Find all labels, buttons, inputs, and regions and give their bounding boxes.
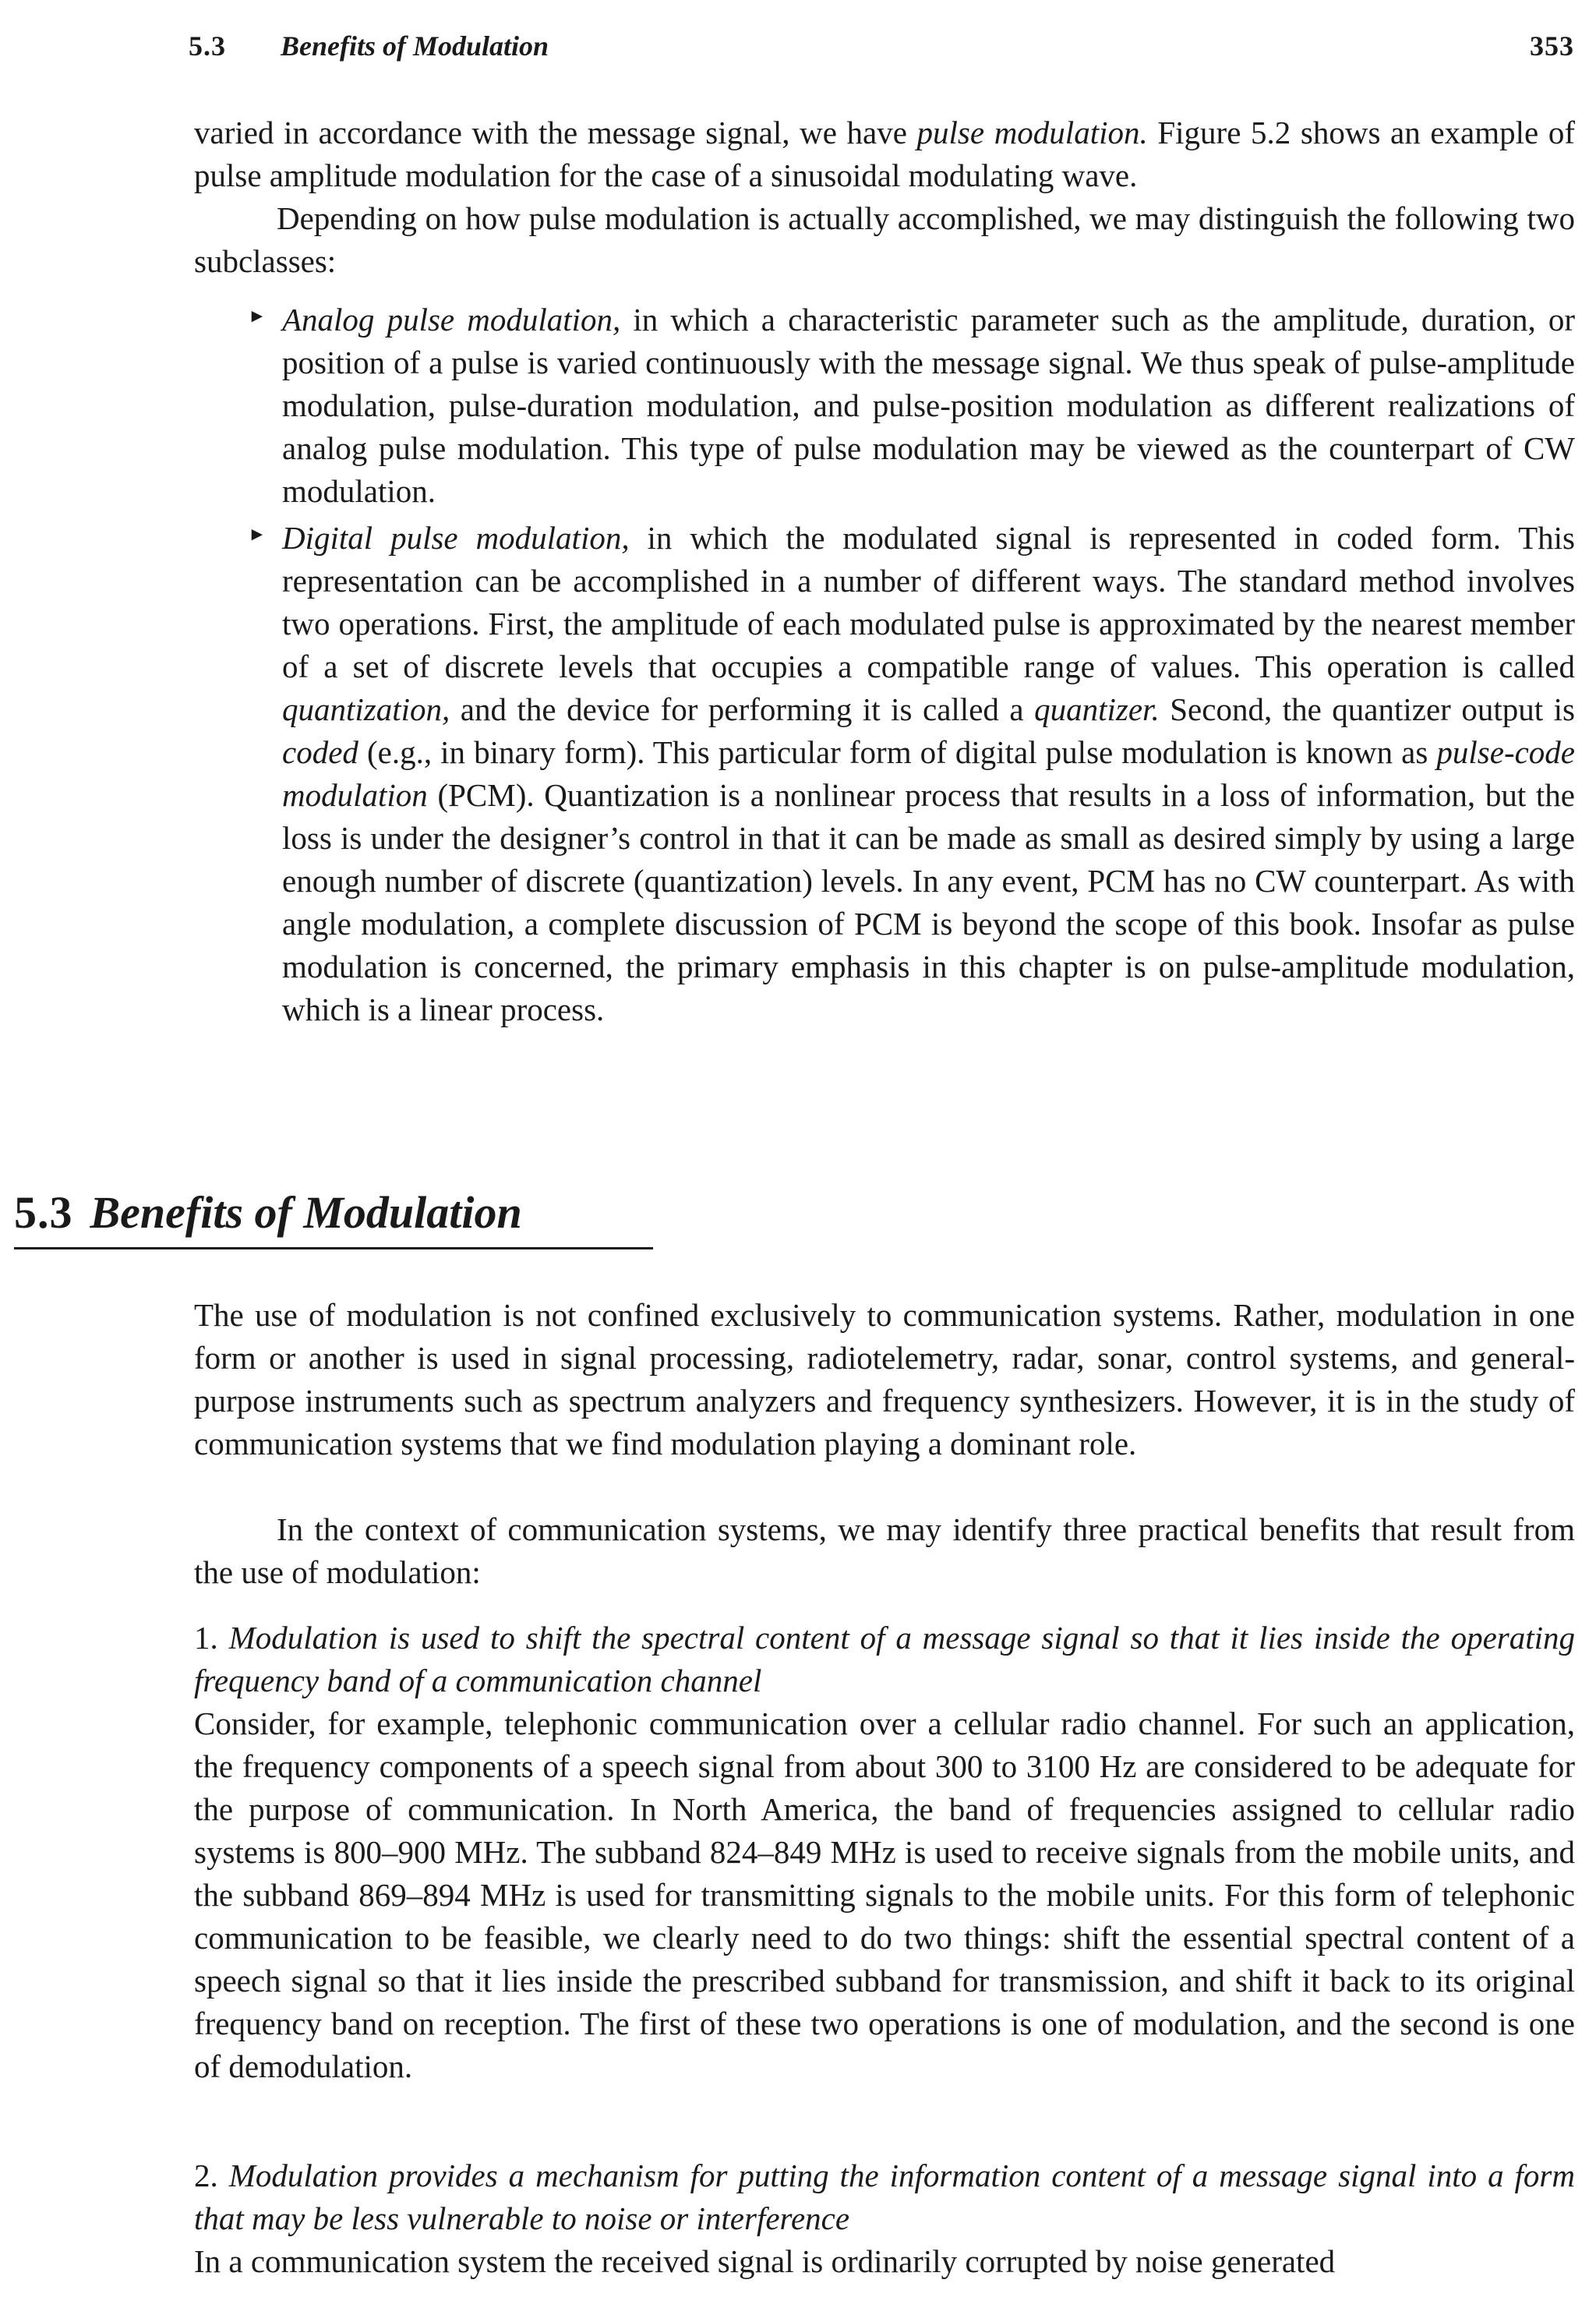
benefit-2-paragraph: In a communication system the received signal is ordinarily corrupted by noise generated [194, 2243, 1336, 2279]
benefit-2-title: Modulation provides a mechanism for putting the information content of a message signal into a form that may be less vulnerable to noise or interference [194, 2158, 1575, 2236]
bullet-emphasis: coded [282, 734, 358, 770]
bullet-emphasis: quantizer. [1034, 691, 1160, 727]
benefit-1-number: 1. [194, 1620, 218, 1656]
section-number: 5.3 [14, 1187, 73, 1238]
running-head [189, 30, 1574, 76]
intro-emphasis: pulse modulation. [916, 115, 1148, 150]
intro-text: varied in accordance with the message signal, we have [194, 115, 917, 150]
bullet-marker-icon: ► [248, 525, 267, 545]
intro-text: Figure 5.2 shows an example of pulse amplitude modulation for the case of a sinusoidal modulating wave. [194, 115, 1576, 193]
bullet-text: in which a characteristic parameter such as the amplitude, duration, or position of a pulse is varied continuously with the message signal. We thus speak of pulse-amplitude modulation, pulse-duration modulation, and pulse-position modulation as different realizations of analog pulse modulation. This type of pulse modulation may be viewed as the counterpart of CW modulation. [282, 302, 1576, 509]
benefit-2-number: 2. [194, 2158, 218, 2193]
benefit-1-paragraph: Consider, for example, telephonic communication over a cellular radio channel. For such an application, the frequency components of a speech signal from about 300 to 3100 Hz are considered to be adequate for the purpose of communication. In North America, the band of frequencies assigned to cellular radio systems is 800–900 MHz. The subband 824–849 MHz is used to receive signals from the mobile units, and the subband 869–894 MHz is used for transmitting signals to the mobile units. For this form of telephonic communication to be feasible, we clearly need to do two things: shift the essential spectral content of a speech signal so that it lies inside the prescribed subband for transmission, and shift it back to its original frequency band on reception. The first of these two operations is one of modulation, and the second is one of demodulation. [194, 1705, 1575, 2084]
bullet-text: and the device for performing it is called a [450, 691, 1035, 727]
bullet-emphasis: quantization, [282, 691, 450, 727]
body-paragraph-1: The use of modulation is not confined exclusively to communication systems. Rather, modulation in one form or another is used in signal processing, radiotelemetry, radar, sonar, control systems, and general-purpose instruments such as spectrum analyzers and frequency synthesizers. However, it is in the study of communication systems that we find modulation playing a dominant role. [194, 1297, 1575, 1461]
bullet-term: Analog pulse modulation, [282, 302, 621, 338]
benefit-1-title: Modulation is used to shift the spectral content of a message signal so that it lies inside the operating frequency band of a communication channel [194, 1620, 1576, 1698]
section-heading [14, 1188, 653, 1249]
bullet-text: (e.g., in binary form). This particular form of digital pulse modulation is known as [358, 734, 1437, 770]
benefit-2-heading [194, 2154, 1575, 2240]
page-number: 353 [1530, 30, 1574, 62]
benefit-1-heading [194, 1617, 1575, 1702]
bullet-text: in which the modulated signal is represented in coded form. This representation can be accomplished in a number of different ways. The standard method involves two operations. First, the amplitude of each modulated pulse is approximated by the nearest member of a set of discrete levels that occupies a compatible range of values. This operation is called [282, 520, 1576, 684]
body-paragraph-2: In the context of communication systems, we may identify three practical benefits that result from the use of modulation: [194, 1511, 1575, 1590]
bullet-term: Digital pulse modulation, [282, 520, 630, 556]
section-title: Benefits of Modulation [90, 1187, 522, 1238]
bullet-emphasis: pulse-code modulation [282, 734, 1575, 813]
running-head-section: 5.3 [189, 30, 226, 62]
bullet-text: (PCM). Quantization is a nonlinear process that results in a loss of information, but the loss is under the designer’s control in that it can be made as small as desired simply by using a large enough number of discrete (quantization) levels. In any event, PCM has no CW counterpart. As with angle modulation, a complete discussion of PCM is beyond the scope of this book. Insofar as pulse modulation is concerned, the primary emphasis in this chapter is on pulse-amplitude modulation, which is a linear process. [282, 777, 1575, 1027]
bullet-analog-pulse-modulation [282, 299, 1575, 513]
bullet-marker-icon: ► [248, 306, 267, 327]
intro-paragraph-2: Depending on how pulse modulation is actually accomplished, we may distinguish the following two subclasses: [194, 200, 1575, 279]
bullet-digital-pulse-modulation [282, 517, 1575, 1031]
bullet-text: Second, the quantizer output is [1159, 691, 1575, 727]
running-head-title: Benefits of Modulation [281, 30, 549, 62]
intro-paragraph-1 [194, 111, 1575, 197]
